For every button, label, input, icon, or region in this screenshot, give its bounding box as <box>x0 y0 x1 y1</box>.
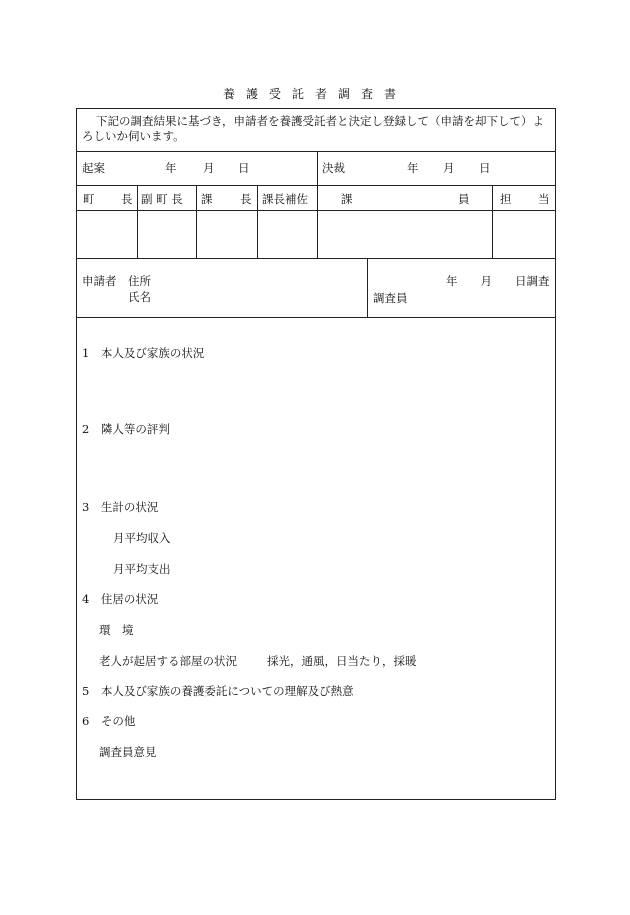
officials-kain-a: 課 <box>341 192 353 206</box>
section-6: 6 その他 <box>82 714 136 728</box>
col-divider-2 <box>196 185 197 258</box>
applicant-label: 申請者 <box>82 274 117 288</box>
section-3-expense: 月平均支出 <box>113 562 171 576</box>
section-4-environment: 環 境 <box>99 623 134 637</box>
document-title: 養護受託者調査書 <box>222 87 407 101</box>
section-6-opinion: 調査員意見 <box>99 745 157 759</box>
divider-officials-header <box>77 210 555 211</box>
col-divider-5 <box>492 185 493 258</box>
officials-chocho-b: 長 <box>121 192 133 206</box>
section-1: 1 本人及び家族の状況 <box>82 346 205 360</box>
kessai-month: 月 <box>443 161 455 175</box>
kian-day: 日 <box>238 161 250 175</box>
col-divider-3 <box>257 185 258 258</box>
section-4-room-items: 採光，通風，日当たり，採暖 <box>267 654 417 668</box>
applicant-divider <box>367 258 368 317</box>
kessai-label: 決裁 <box>322 161 345 175</box>
divider-approval <box>77 185 555 186</box>
section-4-room: 老人が起居する部屋の状況 <box>99 654 237 668</box>
officials-kacho-a: 課 <box>201 192 213 206</box>
section-4: 4 住居の状況 <box>82 592 159 606</box>
officials-tanto-b: 当 <box>538 192 550 206</box>
investigator-label: 調査員 <box>373 291 408 305</box>
kessai-year: 年 <box>407 161 419 175</box>
kessai-day: 日 <box>479 161 491 175</box>
col-divider-4 <box>317 185 318 258</box>
investigation-date: 年 月 日調査 <box>446 274 550 288</box>
kian-label: 起案 <box>82 161 105 175</box>
section-3-income: 月平均収入 <box>113 531 171 545</box>
divider-intro <box>77 151 555 152</box>
divider-approval-split <box>317 151 318 185</box>
kian-year: 年 <box>165 161 177 175</box>
col-divider-1 <box>137 185 138 258</box>
name-label: 氏名 <box>128 290 151 304</box>
section-3: 3 生計の状況 <box>82 500 159 514</box>
officials-tanto-a: 担 <box>500 192 512 206</box>
intro-paragraph <box>82 114 550 144</box>
kian-month: 月 <box>203 161 215 175</box>
form-frame <box>76 108 556 800</box>
divider-officials-stamps <box>77 258 555 259</box>
officials-fuku-chocho: 副 町 長 <box>141 192 183 206</box>
intro-text: 下記の調査結果に基づき，申請者を養護受託者と決定し登録して（申請を却下して）よろしいか伺います。 <box>82 114 545 143</box>
address-label: 住所 <box>128 274 151 288</box>
section-2: 2 隣人等の評判 <box>82 422 170 436</box>
section-5: 5 本人及び家族の養護委託についての理解及び熱意 <box>82 684 354 698</box>
officials-kacho-b: 長 <box>240 192 252 206</box>
officials-chocho-a: 町 <box>83 192 95 206</box>
officials-kacho-hosa: 課長補佐 <box>262 192 308 206</box>
divider-applicant <box>77 317 555 318</box>
officials-kain-b: 員 <box>458 192 470 206</box>
